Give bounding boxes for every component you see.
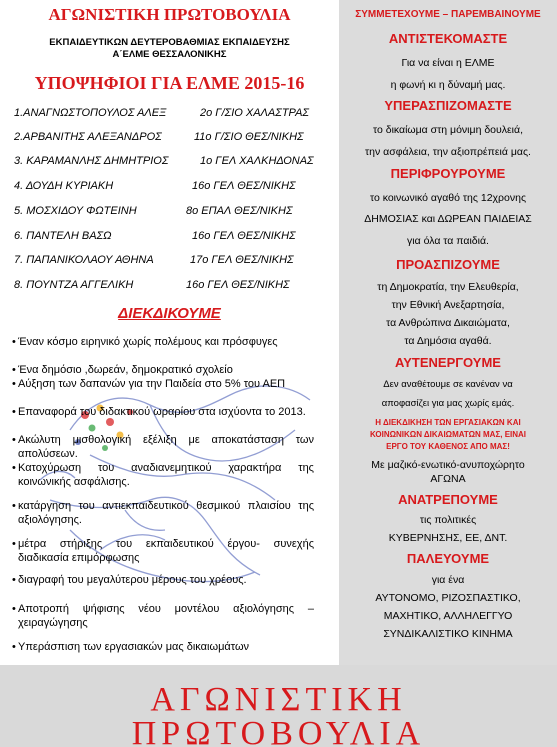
candidate-name: 5. ΜΟΣΧΙΔΟΥ ΦΩΤΕΙΝΗ <box>14 205 137 217</box>
claim-item: • Ένα δημόσιο ,δωρεάν, δημοκρατικό σχολείο <box>18 364 314 378</box>
candidate-school: 1ο ΓΕΛ ΧΑΛΚΗΔΟΝΑΣ <box>200 155 314 167</box>
subtitle-teachers: ΕΚΠΑΙΔΕΥΤΙΚΩΝ ΔΕΥΤΕΡΟΒΑΘΜΙΑΣ ΕΚΠΑΙΔΕΥΣΗΣ <box>49 37 290 48</box>
candidate-school: 8ο ΕΠΑΛ ΘΕΣ/ΝΙΚΗΣ <box>186 205 293 217</box>
slogan-text: ΑΓΩΝΑ <box>430 473 466 485</box>
slogan-text: ΣΥΝΔΙΚΑΛΙΣΤΙΚΟ ΚΙΝΗΜΑ <box>383 628 513 640</box>
emphasis-text: ΕΡΓΟ ΤΟΥ ΚΑΘΕΝΟΣ ΑΠΟ ΜΑΣ! <box>386 442 510 451</box>
claim-item: • Επαναφορά του διδακτικού ωραρίου στα ισχύοντα το 2013. <box>18 406 314 420</box>
slogan-text: Για να είναι η ΕΛΜΕ <box>401 57 495 69</box>
slogan-heading: ΑΥΤΕΝΕΡΓΟΥΜΕ <box>395 355 501 370</box>
candidate-name: 6. ΠΑΝΤΕΛΗ ΒΑΣΩ <box>14 230 112 242</box>
candidate-name: 2.ΑΡΒΑΝΙΤΗΣ ΑΛΕΞΑΝΔΡΟΣ <box>14 131 162 143</box>
slogan-heading: ΠΡΟΑΣΠΙΖΟΥΜΕ <box>396 257 500 272</box>
candidate-school: 17ο ΓΕΛ ΘΕΣ/ΝΙΚΗΣ <box>190 254 294 266</box>
slogan-text: για όλα τα παιδιά. <box>407 235 489 247</box>
subtitle-elme: Α΄ΕΛΜΕ ΘΕΣΣΑΛΟΝΙΚΗΣ <box>112 49 227 60</box>
slogan-heading: ΑΝΤΙΣΤΕΚΟΜΑΣΤΕ <box>388 31 508 46</box>
emphasis-text: Η ΔΙΕΚΔΙΚΗΣΗ ΤΩΝ ΕΡΓΑΣΙΑΚΩΝ ΚΑΙ <box>375 418 521 427</box>
right-header: ΣΥΜΜΕΤΕΧΟΥΜΕ – ΠΑΡΕΜΒΑΙΝΟΥΜΕ <box>355 9 541 20</box>
bottom-title <box>0 683 557 747</box>
claim-item: • Κατοχύρωση του αναδιανεμητικού χαρακτήρα της κοινωνικής ασφάλισης. <box>18 462 314 489</box>
candidate-name: 4. ΔΟΥΔΗ ΚΥΡΙΑΚΗ <box>14 180 114 192</box>
slogan-text: τα Ανθρώπινα Δικαιώματα, <box>386 317 510 329</box>
claim-item: • μέτρα στήριξης του εκπαιδευτικού έργου- συνεχής διαδικασία επιμόρφωσης <box>18 538 314 565</box>
slogan-heading: ΥΠΕΡΑΣΠΙΖΟΜΑΣΤΕ <box>384 98 512 113</box>
candidate-name: 8. ΠΟΥΝΤΖΑ ΑΓΓΕΛΙΚΗ <box>14 279 134 291</box>
slogan-text: Δεν αναθέτουμε σε κανέναν να <box>383 379 513 390</box>
candidate-school: 11ο Γ/ΣΙΟ ΘΕΣ/ΝΙΚΗΣ <box>194 131 304 143</box>
candidate-school: 16ο ΓΕΛ ΘΕΣ/ΝΙΚΗΣ <box>192 180 296 192</box>
slogan-text: τα Δημόσια αγαθά. <box>404 335 492 347</box>
slogan-text: τη Δημοκρατία, την Ελευθερία, <box>377 281 519 293</box>
slogan-text: ΚΥΒΕΡΝΗΣΗΣ, ΕΕ, ΔΝΤ. <box>388 532 508 544</box>
emphasis-text: ΚΟΙΝΩΝΙΚΩΝ ΔΙΚΑΙΩΜΑΤΩΝ ΜΑΣ, ΕΙΝΑΙ <box>369 430 527 439</box>
slogan-text: ΑΥΤΟΝΟΜΟ, ΡΙΖΟΣΠΑΣΤΙΚΟ, <box>375 592 521 604</box>
slogan-heading: ΑΝΑΤΡΕΠΟΥΜΕ <box>398 492 498 507</box>
slogan-heading: ΠΕΡΙΦΡΟΥΡΟΥΜΕ <box>390 166 506 181</box>
claims-title: ΔΙΕΚΔΙΚΟΥΜΕ <box>118 305 221 322</box>
main-title: ΑΓΩΝΙΣΤΙΚΗ ΠΡΩΤΟΒΟΥΛΙΑ <box>48 5 291 24</box>
bottom-title-line1: ΑΓΩΝΙΣΤΙΚΗ <box>150 681 407 718</box>
slogan-heading: ΠΑΛΕΥΟΥΜΕ <box>406 551 490 566</box>
candidate-name: 1.ΑΝΑΓΝΩΣΤΟΠΟΥΛΟΣ ΑΛΕΞ <box>14 107 167 119</box>
claim-item: • Υπεράσπιση των εργασιακών μας δικαιωμάτων <box>18 641 314 655</box>
candidate-school: 16ο ΓΕΛ ΘΕΣ/ΝΙΚΗΣ <box>186 279 290 291</box>
claim-item: • Ακώλυτη μισθολογική εξέλιξη με αποκατάσταση των απολύσεων. <box>18 434 314 461</box>
slogan-text: τις πολιτικές <box>419 514 477 526</box>
slogan-text: ΔΗΜΟΣΙΑΣ και ΔΩΡΕΑΝ ΠΑΙΔΕΙΑΣ <box>364 213 532 225</box>
slogan-text: ΜΑΧΗΤΙΚΟ, ΑΛΛΗΛΕΓΓΥΟ <box>383 610 513 622</box>
slogan-text: το κοινωνικό αγαθό της 12χρονης <box>369 192 527 204</box>
slogan-text: η φωνή κι η δύναμή μας. <box>390 79 506 91</box>
claim-item: • κατάργηση του αντιεκπαιδευτικού θεσμικού πλαισίου της αξιολόγησης. <box>18 500 314 527</box>
candidates-title: ΥΠΟΨΗΦΙΟΙ ΓΙΑ ΕΛΜΕ 2015-16 <box>34 73 305 93</box>
slogan-text: την ασφάλεια, την αξιοπρέπειά μας. <box>365 146 531 158</box>
claim-item: • διαγραφή του μεγαλύτερου μέρους του χρέους. <box>18 574 314 588</box>
candidate-name: 7. ΠΑΠΑΝΙΚΟΛΑΟΥ ΑΘΗΝΑ <box>14 254 154 266</box>
bottom-title-line2: ΠΡΩΤΟΒΟΥΛΙΑ <box>131 715 426 747</box>
claim-item: • Αύξηση των δαπανών για την Παιδεία στο 5% του ΑΕΠ <box>18 378 314 392</box>
bottom-banner <box>0 665 557 747</box>
candidate-school: 16ο ΓΕΛ ΘΕΣ/ΝΙΚΗΣ <box>192 230 296 242</box>
slogan-text: το δικαίωμα στη μόνιμη δουλειά, <box>372 124 524 136</box>
slogan-text: αποφασίζει για μας χωρίς εμάς. <box>381 398 515 409</box>
candidate-school: 2ο Γ/ΣΙΟ ΧΑΛΑΣΤΡΑΣ <box>200 107 310 119</box>
claim-item: • Έναν κόσμο ειρηνικό χωρίς πολέμους και πρόσφυγες <box>18 336 314 350</box>
candidate-name: 3. ΚΑΡΑΜΑΝΛΗΣ ΔΗΜΗΤΡΙΟΣ <box>14 155 169 167</box>
slogan-text: Με μαζικό-ενωτικό-ανυποχώρητο <box>371 459 525 471</box>
claim-item: • Αποτροπή ψήφισης νέου μοντέλου αξιολόγησης – χειραγώγησης <box>18 603 314 630</box>
slogan-text: για ένα <box>431 574 465 586</box>
slogan-text: την Εθνική Ανεξαρτησία, <box>391 299 505 311</box>
